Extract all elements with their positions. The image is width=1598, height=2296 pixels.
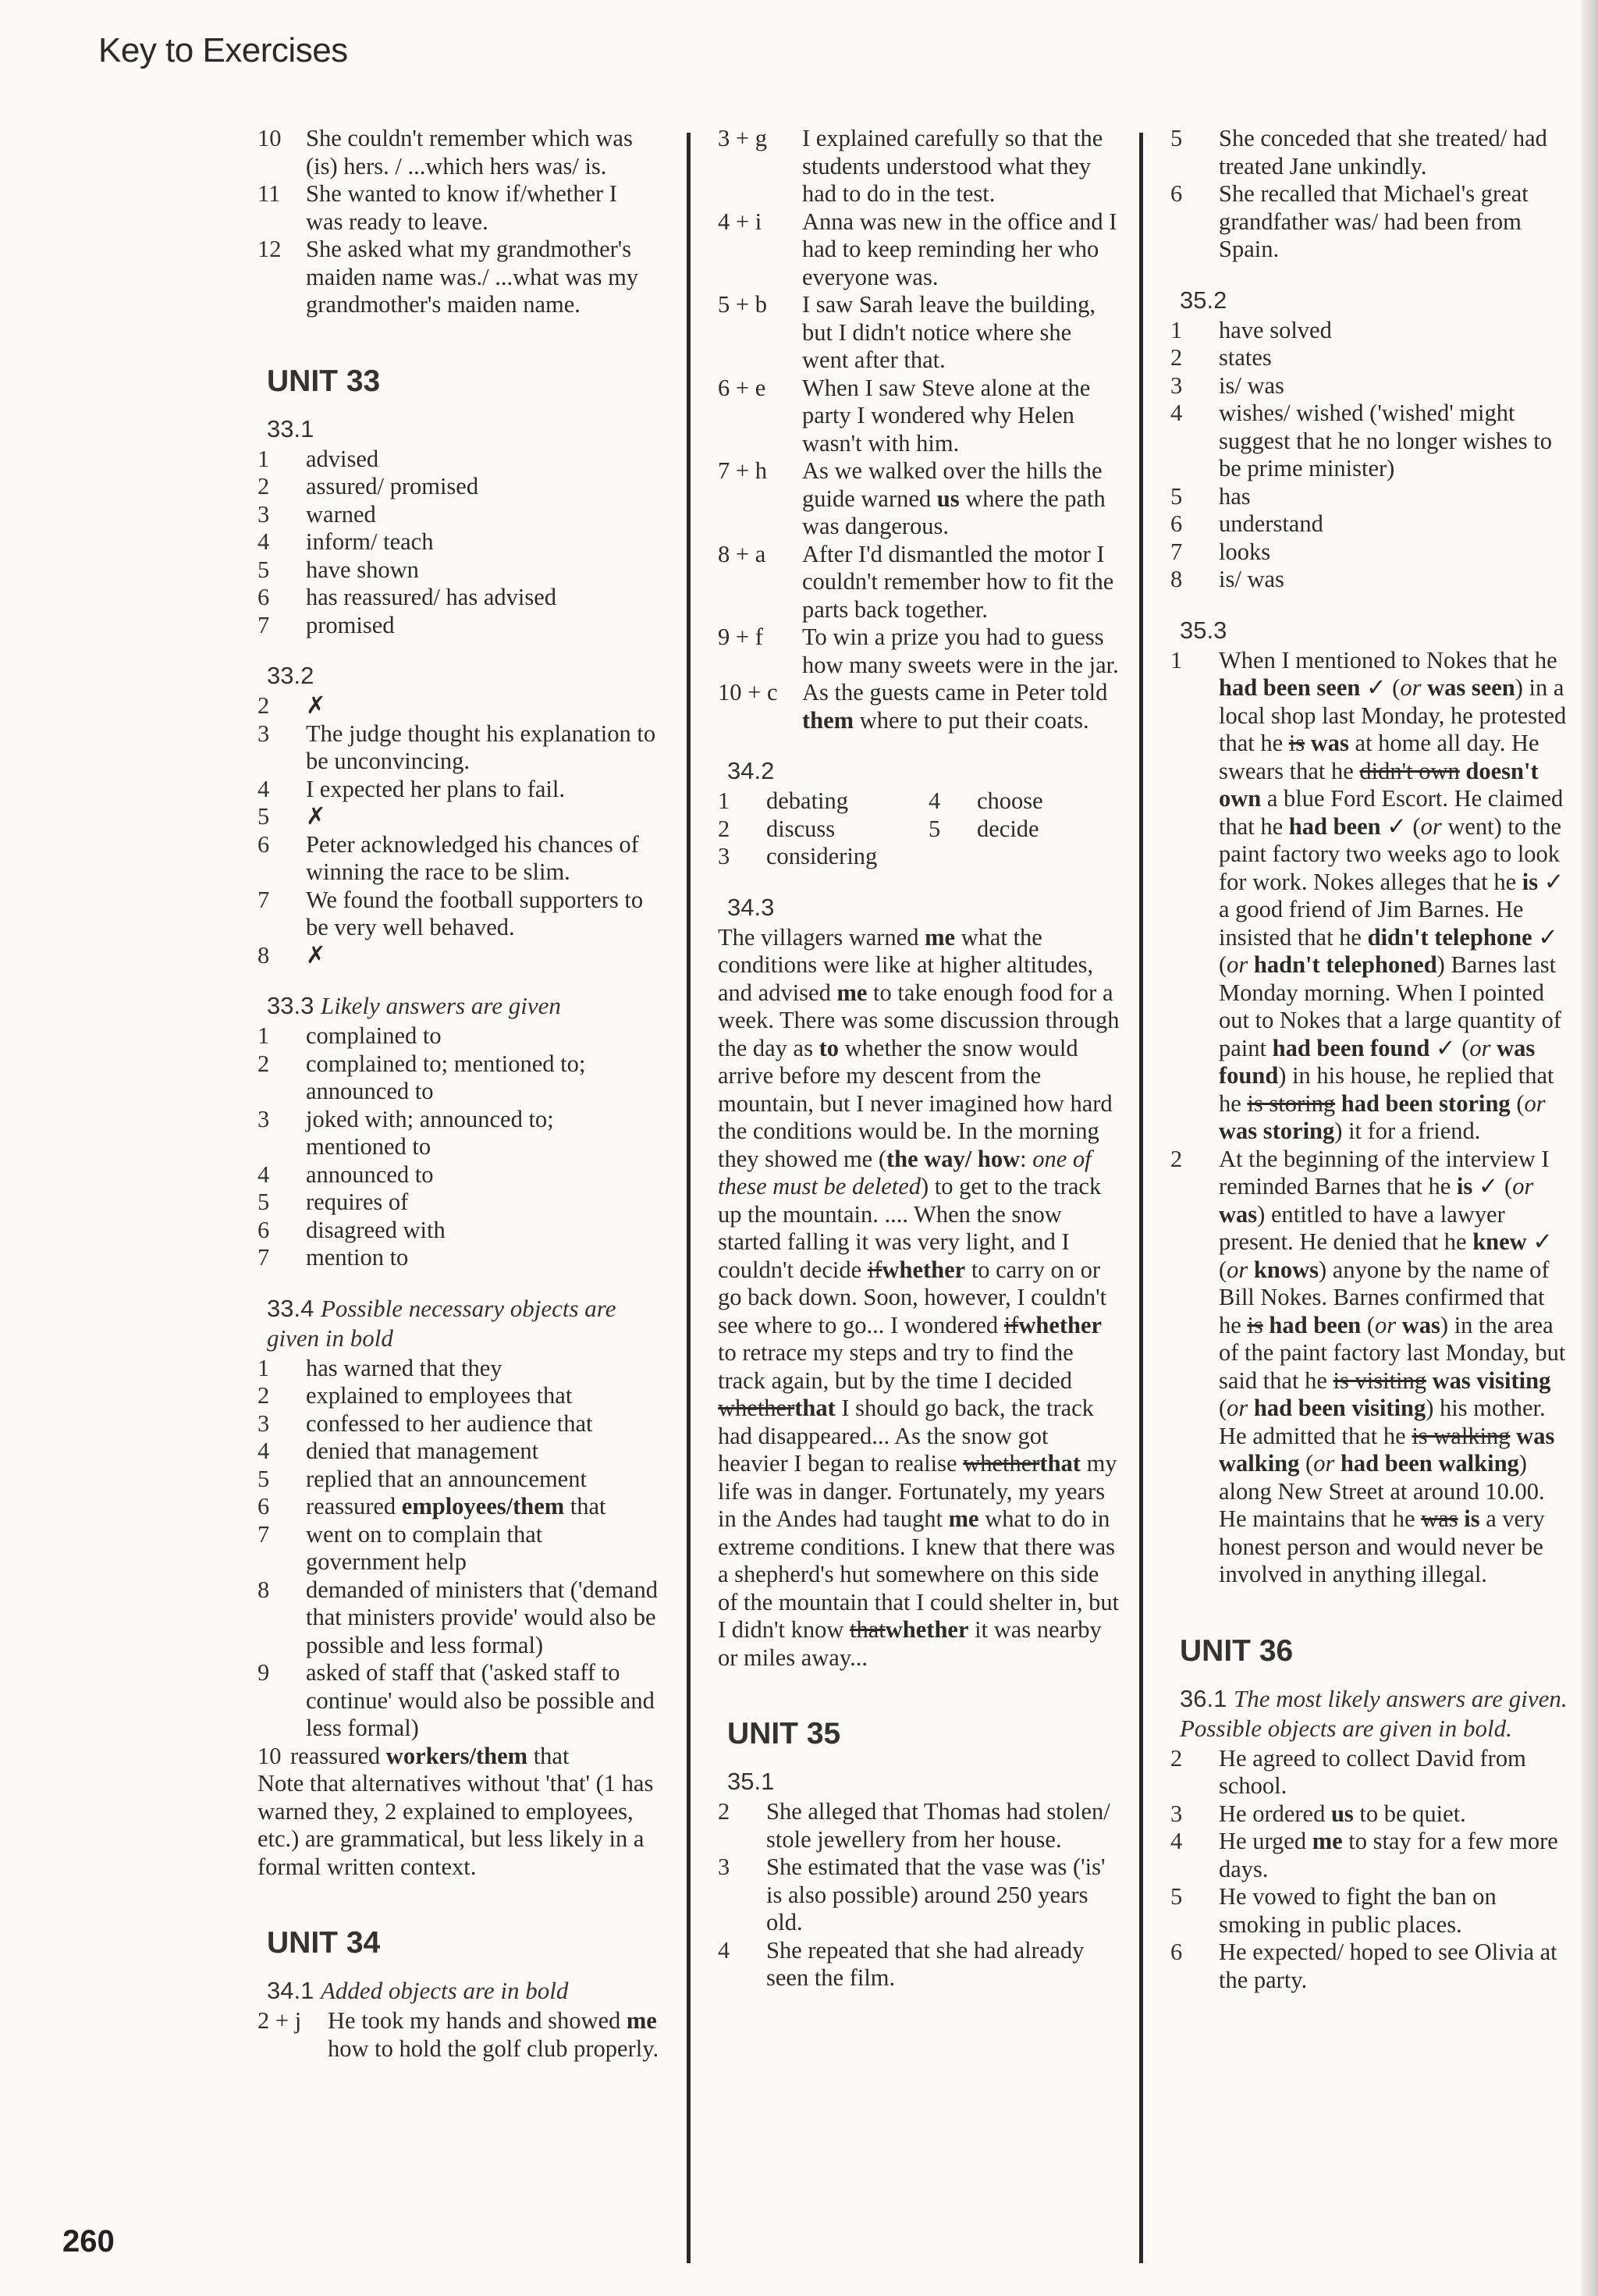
list-item: 2 + j He took my hands and showed me how to hold the golf club properly. [257,2007,659,2062]
list-item: 5 decide [929,815,1039,842]
list-item: 12 She asked what my grandmother's maiden name was./ ...what was my grandmother's maiden name. [257,236,639,318]
list-item: 10 + c As the guests came in Peter told them where to put their coats. [718,679,1108,734]
list-item: 2 states [1170,344,1272,371]
list-item: 1 When I mentioned to Nokes that he had been seen ✓ (or was seen) in a local shop last Monday, he protested that he is was at home all day. He swears that he didn't own doesn't own a blue Ford Escort. He claimed that he had been ✓ (or went) to the paint factory two weeks ago to look for work. Nokes alleges that he is ✓ a good friend of Jim Barnes. He insisted that he didn't telephone ✓ (or hadn't telephoned) Barnes last Monday morning. When I pointed out to Nokes that a large quantity of paint had been found ✓ (or was found) in his house, he replied that he is storing had been storing (or was storing) it for a friend. [1170,646,1567,1144]
list-item: 1 debating [718,787,849,814]
list-item: 11 She wanted to know if/whether I was ready to leave. [257,180,617,235]
exercise-heading: 34.3 [727,893,775,921]
unit-36-heading: UNIT 36 [1180,1633,1294,1668]
exercise-heading: 34.1 Added objects are in bold [267,1977,569,2004]
list-item: 6 Peter acknowledged his chances of winning the race to be slim. [257,830,639,885]
list-item: 8 + a After I'd dismantled the motor I couldn't remember how to fit the parts back together. [718,540,1114,623]
list-item: 7 + h As we walked over the hills the guide warned us where the path was dangerous. [718,457,1106,539]
list-item: 6 understand [1170,510,1323,537]
list-item: 5 requires of [257,1189,409,1215]
list-item: 4 choose [929,787,1043,814]
exercise-heading: 33.1 [267,414,314,442]
list-item: 2 He agreed to collect David from school. [1170,1744,1526,1799]
list-item: 1 complained to [257,1022,442,1049]
list-item: 10 She couldn't remember which was (is) hers. / ...which hers was/ is. [257,125,633,179]
list-item: 8 is/ was [1170,566,1284,592]
list-item: 4 She repeated that she had already seen the film. [718,1936,1085,1991]
column-2 [718,125,1124,1992]
exercise-heading: 34.2 [727,757,775,784]
unit-35-heading: UNIT 35 [727,1717,841,1750]
list-item: 1 have solved [1170,316,1332,343]
list-item: 5 have shown [257,556,419,583]
list-item: 3 warned [257,500,376,528]
exercise-heading: 33.2 [267,662,314,689]
exercise-paragraph: The villagers warned me what the conditions were like at higher altitudes, and advised me to take enough food for a week. There was some discussion through the day as to whether the snow would arrive before my descent from the mountain, but I never imagined how hard the conditions would be. In the morning they showed me (the way/ how: one of these must be deleted) to get to the track up the mountain. .... When the snow started falling it was very light, and I couldn't decide ifwhether to carry on or go back down. Soon, however, I couldn't see where to go... I wondered ifwhether to retrace my steps and try to find the track again, but by the time I decided whetherthat I should go back, the track had disappeared... As the snow got heavier I began to realise whetherthat my life was in danger. Fortunately, my years in the Andes had taught me what to do in extreme conditions. I knew that there was a shepherd's hut somewhere on this side of the mountain that I could shelter in, but I didn't know thatwhether it was nearby or miles away... [718,923,1120,1671]
list-item: 4 inform/ teach [257,528,434,555]
list-item: 6 reassured employees/them that [257,1493,606,1519]
list-item: 9 + f To win a prize you had to guess how many sweets were in the jar. [718,624,1119,678]
exercise-footnote: Note that alternatives without 'that' (1 has warned they, 2 explained to employees, etc.) are grammatical, but less likely in a formal written context. [257,1770,654,1880]
list-item: 6 + e When I saw Steve alone at the party I wondered why Helen wasn't with him. [718,374,1091,457]
column-rule-1 [687,133,691,2263]
list-item: 5 replied that an announcement [257,1465,587,1492]
column-rule-2 [1139,133,1143,2263]
list-item: 6 has reassured/ has advised [257,584,556,610]
exercise-heading: 33.4 Possible necessary objects are given in bold [267,1294,616,1352]
list-item: 2 complained to; mentioned to; announced to [257,1050,586,1104]
exercise-heading: 35.2 [1180,286,1227,314]
exercise-heading: 33.3 Likely answers are given [267,992,561,1019]
list-item: 8 demanded of ministers that ('demand that ministers provide' would also be possible and less formal) [257,1576,659,1658]
list-item: 7 mention to [257,1244,409,1271]
exercise-heading: 35.3 [1180,616,1227,644]
list-item: 7 We found the football supporters to be very well behaved. [257,886,644,940]
list-item: 5 She conceded that she treated/ had treated Jane unkindly. [1170,125,1547,179]
list-item: 1 has warned that they [257,1354,502,1381]
list-item: 4 announced to [257,1160,434,1188]
list-item: 9 asked of staff that ('asked staff to continue' would also be possible and less formal) [257,1659,655,1741]
list-item: 2 At the beginning of the interview I reminded Barnes that he is ✓ (or was) entitled to have a lawyer present. He denied that he knew ✓ (or knows) anyone by the name of Bill Nokes. Barnes confirmed that he is had been (or was) in the area of the paint factory last Monday, but said that he is visiting was visiting (or had been visiting) his mother. He admitted that he is walking was walking (or had been walking) along New Street at around 10.00. He maintains that he was is a very honest person and would never be involved in anything illegal. [1170,1145,1566,1587]
list-item: 3 is/ was [1170,371,1284,399]
list-item: 7 promised [257,611,395,638]
unit-34-heading: UNIT 34 [267,1926,381,1960]
list-item: 3 He ordered us to be quiet. [1170,1800,1466,1827]
list-item: 3 She estimated that the vase was ('is' is also possible) around 250 years old. [718,1854,1106,1935]
list-item: 4 He urged me to stay for a few more days. [1170,1828,1558,1882]
list-item: 3 The judge thought his explanation to be unconvincing. [257,720,656,774]
list-item: 6 disagreed with [257,1216,446,1243]
column-3 [1170,125,1568,1994]
list-item: 3 confessed to her audience that [257,1409,593,1437]
list-item: 4 + i Anna was new in the office and I had to keep reminding her who everyone was. [718,208,1117,290]
list-item: 2 She alleged that Thomas had stolen/ stole jewellery from her house. [718,1798,1110,1853]
list-item: 4 denied that management [257,1438,539,1464]
list-item: 4 wishes/ wished ('wished' might suggest that he no longer wishes to be prime minister) [1170,400,1552,482]
list-item: 3 considering [718,843,878,869]
list-item: 8 ✗ [257,941,326,969]
list-item: 2 explained to employees that [257,1382,573,1409]
column-1 [257,125,659,2063]
page-number: 260 [62,2224,115,2259]
list-item: 2 ✗ [257,692,326,719]
list-item: 5 He vowed to fight the ban on smoking in public places. [1170,1883,1497,1938]
list-item: 3 joked with; announced to; mentioned to [257,1105,554,1160]
exercise-heading: 36.1 The most likely answers are given. Possible objects are given in bold. [1180,1684,1568,1742]
list-item: 6 She recalled that Michael's great grandfather was/ had been from Spain. [1170,180,1529,262]
list-item: 5 + b I saw Sarah leave the building, but I didn't notice where she went after that. [718,291,1096,373]
list-item: 7 went on to complain that government help [257,1520,543,1575]
list-item: 1 advised [257,445,379,472]
page-header: Key to Exercises [98,31,348,69]
exercise-heading: 35.1 [727,1768,775,1795]
list-item: 6 He expected/ hoped to see Olivia at the party. [1170,1939,1557,1993]
list-item: 2 assured/ promised [257,473,479,499]
list-item: 10 reassured workers/them that [257,1742,570,1769]
list-item: 4 I expected her plans to fail. [257,775,565,802]
list-item: 3 + g I explained carefully so that the students understood what they had to do in the test. [718,125,1103,207]
list-item: 2 discuss [718,815,836,842]
list-item: 5 ✗ [257,803,326,830]
page-edge [1581,0,1598,2296]
list-item: 7 looks [1170,538,1271,565]
list-item: 5 has [1170,482,1251,510]
unit-33-heading: UNIT 33 [267,364,381,398]
